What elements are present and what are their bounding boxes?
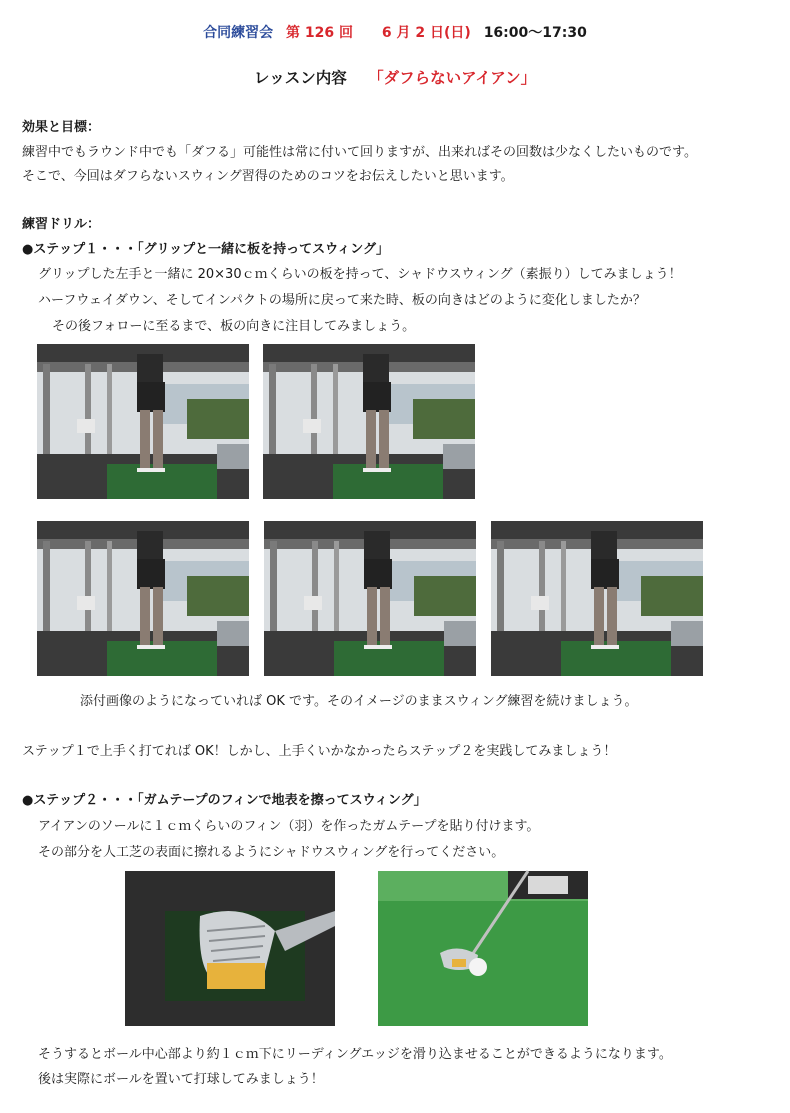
lesson-title xyxy=(0,66,790,88)
step1-line-1: グリップした左手と一緒に 20×30ｃｍくらいの板を持って、シャドウスウィング（素振り）してみましょう！ xyxy=(38,267,682,282)
step1-photo-halfway xyxy=(263,344,475,499)
lesson-theme: 「ダフらないアイアン」 xyxy=(368,69,537,87)
event-time: 16:00～17:30 xyxy=(483,25,587,41)
step1-photo-impact xyxy=(37,520,249,677)
step2-result-2: 後は実際にボールを置いて打球してみましょう！ xyxy=(38,1072,324,1087)
session-number: 第 126 回 xyxy=(286,25,354,41)
step2-result-1: そうするとボール中心部より約１ｃｍ下にリーディングエッジを滑り込ませることができるようになります。 xyxy=(38,1047,672,1062)
step1-photo-follow-1 xyxy=(264,520,476,677)
step1-title: ●ステップ１・・・「グリップと一緒に板を持ってスウィング」 xyxy=(22,242,390,257)
step1-line-2: ハーフウェイダウン、そしてインパクトの場所に戻って来た時、板の向きはどのように変化しましたか？ xyxy=(38,293,646,308)
step2-line-1: アイアンのソールに１ｃｍくらいのフィン（羽）を作ったガムテープを貼り付けます。 xyxy=(38,819,540,834)
step2-photo-ball-address xyxy=(378,870,588,1027)
header-line xyxy=(0,22,790,42)
step1-photo-follow-2 xyxy=(491,520,703,677)
goals-line-2: そこで、今回はダフらないスウィング習得のためのコツをお伝えしたいと思います。 xyxy=(22,169,514,184)
step1-caption: 添付画像のようになっていれば OK です。そのイメージのままスウィング練習を続けましょう。 xyxy=(80,694,638,709)
drill-heading: 練習ドリル： xyxy=(22,217,101,232)
transition-text: ステップ１で上手く打てれば OK！しかし、上手くいかなかったらステップ２を実践してみましょう！ xyxy=(22,744,617,759)
step1-line-3: その後フォローに至るまで、板の向きに注目してみましょう。 xyxy=(52,319,416,334)
step2-line-2: その部分を人工芝の表面に擦れるようにシャドウスウィングを行ってください。 xyxy=(38,845,505,860)
step2-title: ●ステップ２・・・「ガムテープのフィンで地表を擦ってスウィング」 xyxy=(22,793,427,808)
event-name: 合同練習会 xyxy=(203,25,274,41)
goals-line-1: 練習中でもラウンド中でも「ダフる」可能性は常に付いて回りますが、出来ればその回数は少なくしたいものです。 xyxy=(22,145,697,160)
goals-heading: 効果と目標： xyxy=(22,120,101,135)
lesson-label: レッスン内容 xyxy=(253,69,347,87)
step1-photo-address xyxy=(37,344,249,499)
step2-photo-tape-fin xyxy=(125,870,335,1027)
event-date: 6 月 2 日(日) xyxy=(381,25,471,41)
